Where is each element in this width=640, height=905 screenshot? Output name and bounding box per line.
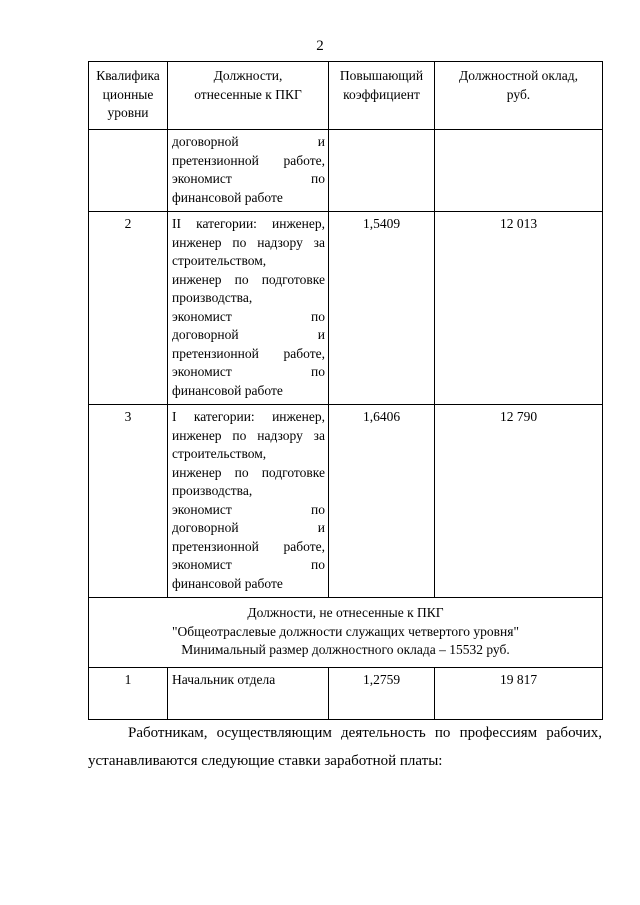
group-heading-row	[89, 598, 603, 668]
coefficient-cell: 1,2759	[329, 667, 435, 719]
header-salary: Должностной оклад, руб.	[435, 62, 603, 130]
level-cell: 2	[89, 212, 168, 405]
header-coefficient: Повышающий коэффициент	[329, 62, 435, 130]
coefficient-cell	[329, 130, 435, 212]
table-header-row	[89, 62, 603, 130]
salary-cell: 19 817	[435, 667, 603, 719]
salary-cell	[435, 130, 603, 212]
salary-table	[88, 61, 603, 720]
header-positions: Должности, отнесенные к ПКГ	[168, 62, 329, 130]
table-row	[89, 212, 603, 405]
level-cell: 3	[89, 405, 168, 598]
position-cell: Начальник отдела	[168, 667, 329, 719]
position-cell: договорной и претензионной работе, экономист по финансовой работе	[168, 130, 329, 212]
level-cell	[89, 130, 168, 212]
paragraph-line-2: устанавливаются следующие ставки заработной платы:	[88, 753, 443, 769]
position-cell: I категории: инженер, инженер по надзору за строительством, инженер по подготовке производства, экономист по договорной и претензионной работе, экономист по финансовой работе	[168, 405, 329, 598]
table-row	[89, 667, 603, 719]
salary-cell: 12 790	[435, 405, 603, 598]
coefficient-cell: 1,6406	[329, 405, 435, 598]
page-number: 2	[316, 38, 324, 54]
group-heading: Должности, не отнесенные к ПКГ "Общеотраслевые должности служащих четвертого уровня" Минимальный размер должностного оклада – 15532 руб.	[89, 598, 603, 668]
table-row	[89, 405, 603, 598]
coefficient-cell: 1,5409	[329, 212, 435, 405]
paragraph-line-1: Работникам, осуществляющим деятельность по профессиям рабочих,	[128, 725, 602, 741]
salary-cell: 12 013	[435, 212, 603, 405]
level-cell: 1	[89, 667, 168, 719]
table-row	[89, 130, 603, 212]
header-qualification-level: Квалифика ционные уровни	[89, 62, 168, 130]
position-cell: II категории: инженер, инженер по надзору за строительством, инженер по подготовке производства, экономист по договорной и претензионной работе, экономист по финансовой работе	[168, 212, 329, 405]
